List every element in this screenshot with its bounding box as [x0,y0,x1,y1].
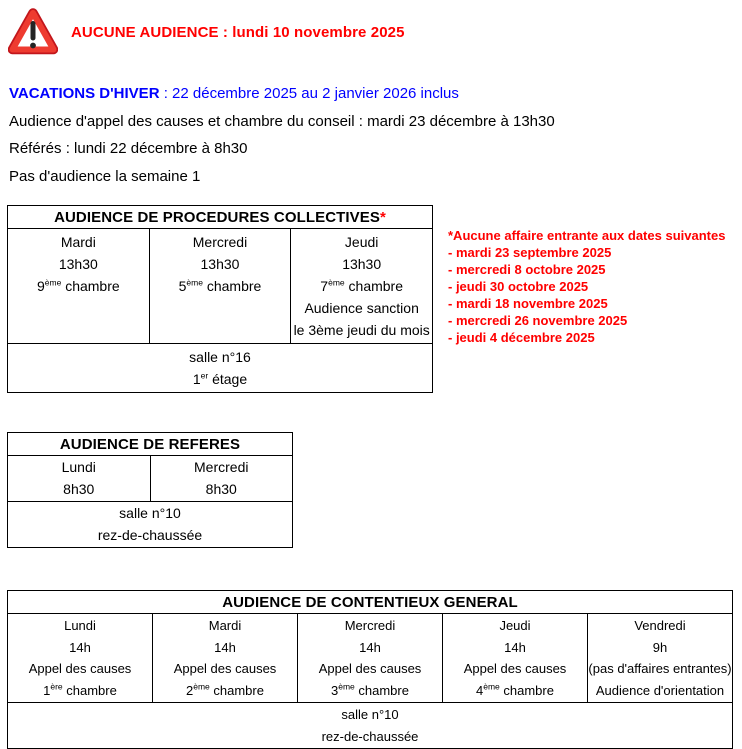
chamber-label [150,275,291,297]
time-label: 8h30 [63,481,95,497]
alert-banner [8,8,742,56]
warning-icon [8,8,58,56]
procedures-title-text: AUDIENCE DE PROCEDURES COLLECTIVES [54,208,380,226]
chamber-word: chambre [202,278,262,294]
chamber-ordinal: ème [328,277,345,288]
chamber-label [291,275,432,297]
chamber-label [298,680,442,702]
appel-causes-label: Appel des causes [463,661,567,676]
floor-word: étage [208,371,248,387]
vacations-dates: : 22 décembre 2025 au 2 janvier 2026 inclus [159,85,459,102]
day-label: Mercredi [192,234,248,250]
time-label: 8h30 [205,481,237,497]
chamber-label [8,275,149,297]
procedures-title-asterisk: * [380,208,386,226]
floor-label: rez-de-chaussée [97,527,203,543]
referes-table [7,432,293,548]
vacations-block [9,80,742,190]
notes-item: - mercredi 8 octobre 2025 [448,262,606,277]
time-label: 14h [359,639,381,655]
day-label: Jeudi [499,618,531,633]
floor-ordinal: er [200,370,209,381]
appel-causes-label: Appel des causes [318,661,422,676]
orientation-label [588,680,732,702]
chamber-ordinal: ème [483,681,500,692]
contentieux-col-jeudi [443,614,588,703]
appel-causes-label: Appel des causes [173,661,277,676]
chamber-ordinal: ème [44,277,62,288]
time-label: 13h30 [58,256,98,272]
day-label: Mercredi [194,459,249,475]
vacations-line [9,80,742,108]
day-label: Mardi [208,618,242,633]
contentieux-col-mardi [153,614,298,703]
chamber-number: 1 [43,682,51,698]
referes-line: Référés : lundi 22 décembre à 8h30 [9,140,248,157]
day-label: Lundi [64,618,96,633]
no-incoming-cases-notes [448,227,725,346]
schedule-document [0,8,742,747]
sanction-schedule-line: le 3ème jeudi du mois [293,322,430,338]
notes-item: - mardi 23 septembre 2025 [448,245,612,260]
contentieux-col-vendredi [588,614,733,703]
semaine-line: Pas d'audience la semaine 1 [9,167,201,185]
notes-item: - jeudi 4 décembre 2025 [448,330,595,345]
room-label: salle n°10 [341,707,399,722]
day-label: Mercredi [344,618,396,633]
floor-label [8,368,432,390]
procedures-collectives-table [7,205,433,393]
appel-causes-label: Appel des causes [28,661,132,676]
time-label: 14h [214,639,236,655]
chamber-number: 9 [36,278,45,294]
chamber-label [153,680,297,702]
chamber-ordinal: ème [338,681,355,692]
vacations-label: VACATIONS D'HIVER [9,85,160,102]
contentieux-table-title: AUDIENCE DE CONTENTIEUX GENERAL [8,591,733,614]
chamber-number: 4 [476,682,484,698]
chamber-number: 7 [320,278,329,294]
time-label: 9h [652,639,668,655]
procedures-table-title [8,206,433,229]
chamber-word: chambre [344,278,403,294]
no-incoming-label: (pas d'affaires entrantes) [588,661,732,676]
notes-heading: *Aucune affaire entrante aux dates suivantes [448,228,726,243]
day-label: Mardi [60,234,96,250]
procedures-col-jeudi [291,229,433,344]
procedures-section [7,205,742,393]
chamber-word: chambre [354,682,409,698]
day-label: Vendredi [634,618,686,633]
notes-item: - mercredi 26 novembre 2025 [448,313,628,328]
chamber-word: chambre [62,682,117,698]
chamber-ordinal: ère [50,681,63,692]
alert-text: AUCUNE AUDIENCE : lundi 10 novembre 2025 [71,23,405,41]
orientation-text: Audience d'orientation [595,682,725,698]
chamber-label [8,680,152,702]
time-label: 13h30 [342,256,382,272]
room-label: salle n°10 [119,505,181,521]
procedures-room-cell [8,344,433,393]
chamber-label [443,680,587,702]
floor-number: 1 [192,371,201,387]
time-label: 14h [69,639,91,655]
referes-table-title: AUDIENCE DE REFERES [8,433,293,456]
day-label: Jeudi [344,234,379,250]
chamber-word: chambre [209,682,264,698]
sanction-line: Audience sanction [304,300,419,316]
procedures-col-mercredi [149,229,291,344]
chamber-ordinal: ème [193,681,210,692]
room-label: salle n°16 [189,349,251,365]
appel-causes-line: Audience d'appel des causes et chambre du conseil : mardi 23 décembre à 13h30 [9,112,555,130]
notes-item: - mardi 18 novembre 2025 [448,296,608,311]
day-label: Lundi [61,459,96,475]
contentieux-general-table [7,590,733,749]
procedures-col-mardi [8,229,150,344]
contentieux-room-cell [8,703,733,749]
chamber-number: 2 [186,682,194,698]
chamber-number: 3 [331,682,339,698]
chamber-word: chambre [61,278,120,294]
chamber-ordinal: ème [186,277,203,288]
notes-item: - jeudi 30 octobre 2025 [448,279,589,294]
time-label: 14h [504,639,526,655]
chamber-word: chambre [499,682,554,698]
referes-col-mercredi [150,456,293,502]
contentieux-col-mercredi [298,614,443,703]
referes-col-lundi [8,456,151,502]
time-label: 13h30 [200,256,240,272]
floor-label: rez-de-chaussée [321,728,419,744]
referes-room-cell [8,502,293,548]
contentieux-col-lundi [8,614,153,703]
chamber-number: 5 [178,278,187,294]
